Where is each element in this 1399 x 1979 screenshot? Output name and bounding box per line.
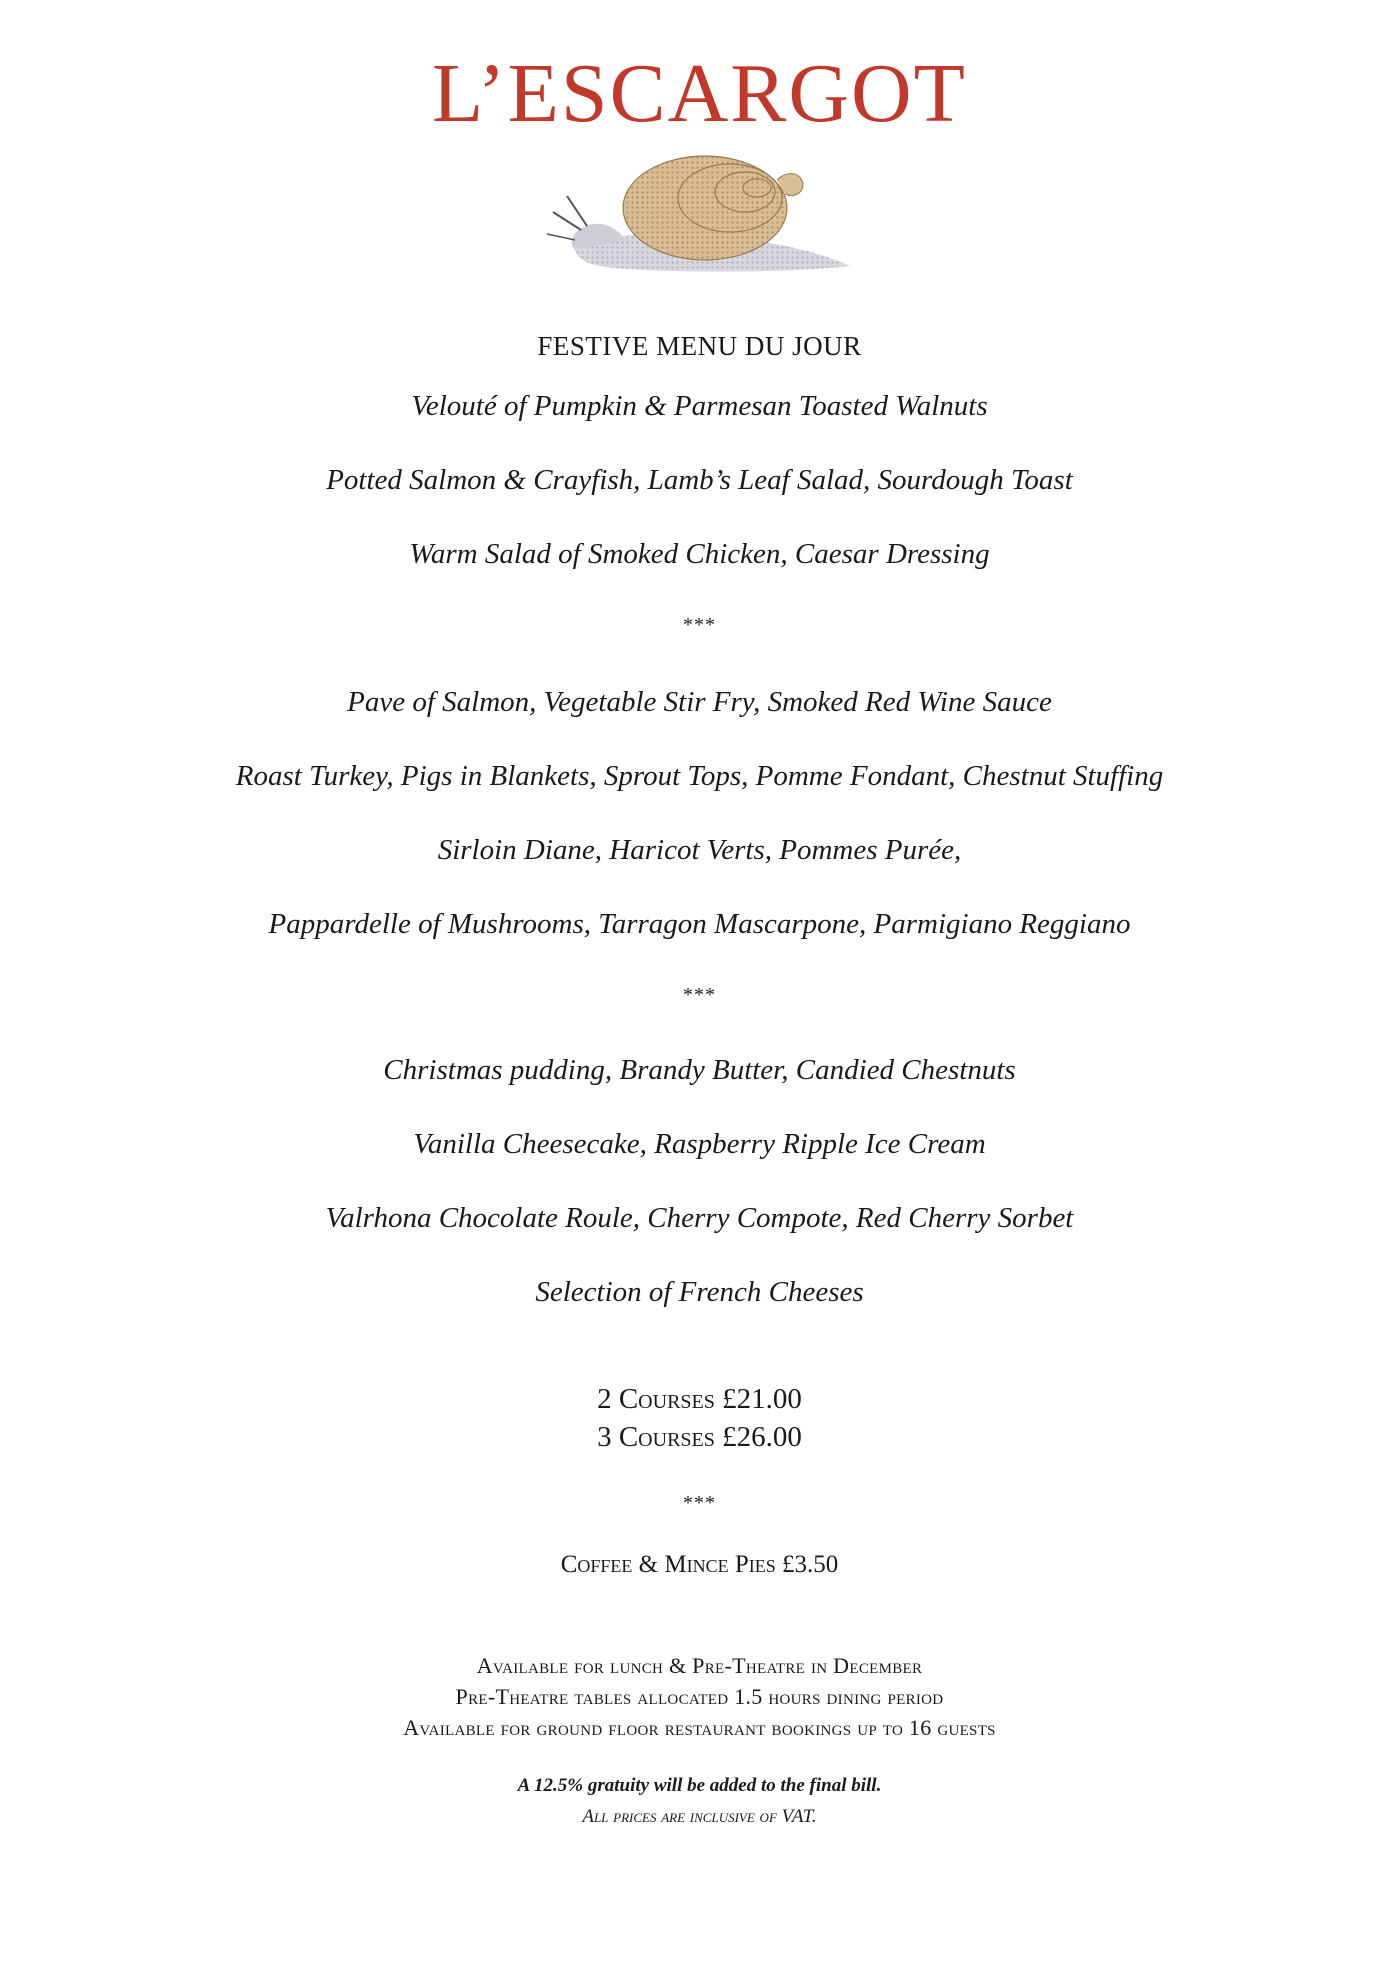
- dessert-item: Selection of French Cheeses: [535, 1276, 864, 1308]
- availability-note: Pre-Theatre tables allocated 1.5 hours dining period: [455, 1684, 944, 1709]
- main-item: Roast Turkey, Pigs in Blankets, Sprout Tops, Pomme Fondant, Chestnut Stuffing: [235, 760, 1164, 792]
- snail-icon: [545, 150, 865, 290]
- section-separator: ***: [683, 614, 716, 636]
- starter-item: Velouté of Pumpkin & Parmesan Toasted Walnuts: [411, 390, 988, 422]
- main-item: Pave of Salmon, Vegetable Stir Fry, Smoked Red Wine Sauce: [347, 686, 1052, 718]
- availability-note: Available for ground floor restaurant bookings up to 16 guests: [403, 1715, 996, 1740]
- dessert-item: Valrhona Chocolate Roule, Cherry Compote, Red Cherry Sorbet: [325, 1202, 1074, 1234]
- coffee-price: Coffee & Mince Pies £3.50: [560, 1551, 839, 1578]
- availability-note: Available for lunch & Pre-Theatre in December: [476, 1653, 923, 1678]
- section-separator: ***: [683, 984, 716, 1006]
- main-item: Sirloin Diane, Haricot Verts, Pommes Purée,: [437, 834, 962, 866]
- gratuity-note: A 12.5% gratuity will be added to the final bill.: [517, 1775, 882, 1796]
- dessert-item: Christmas pudding, Brandy Butter, Candied Chestnuts: [383, 1054, 1016, 1086]
- restaurant-name: L’ESCARGOT: [432, 47, 967, 140]
- starter-item: Warm Salad of Smoked Chicken, Caesar Dressing: [409, 538, 990, 570]
- main-item: Pappardelle of Mushrooms, Tarragon Mascarpone, Parmigiano Reggiano: [268, 908, 1131, 940]
- starter-item: Potted Salmon & Crayfish, Lamb’s Leaf Salad, Sourdough Toast: [326, 464, 1073, 496]
- section-separator: ***: [683, 1492, 716, 1514]
- price-three-courses: 3 Courses £26.00: [597, 1421, 802, 1453]
- dessert-item: Vanilla Cheesecake, Raspberry Ripple Ice Cream: [413, 1128, 986, 1160]
- menu-heading: FESTIVE MENU DU JOUR: [537, 331, 862, 361]
- price-two-courses: 2 Courses £21.00: [597, 1383, 802, 1415]
- vat-note: All prices are inclusive of VAT.: [582, 1806, 817, 1827]
